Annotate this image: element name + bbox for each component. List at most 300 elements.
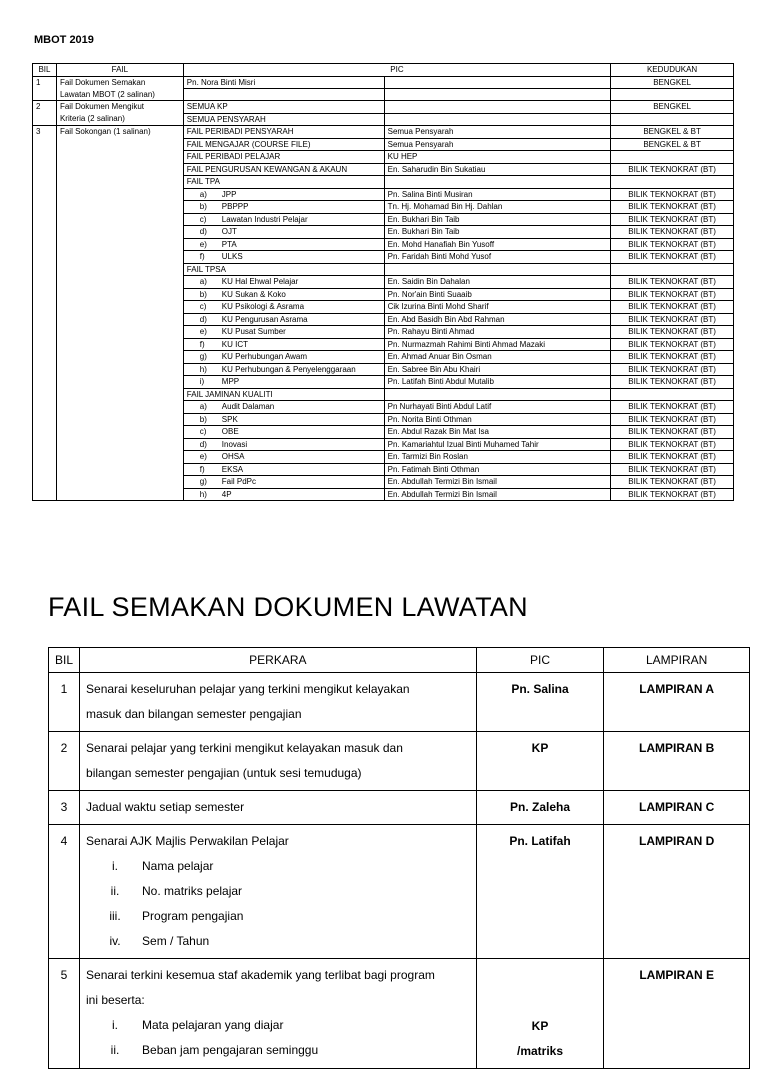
pic-cell: Cik Izurina Binti Mohd Sharif (384, 301, 611, 314)
fail-cell (56, 301, 183, 314)
item-cell (183, 313, 384, 326)
table-row (33, 201, 734, 214)
pic-cell (476, 959, 604, 1069)
item-cell (183, 351, 384, 364)
table-row (33, 188, 734, 201)
fail-cell (56, 488, 183, 501)
list-text: Mata pelajaran yang diajar (142, 1018, 284, 1032)
lampiran-cell: LAMPIRAN C (604, 791, 750, 825)
item-cell (183, 438, 384, 451)
pic-cell: En. Saharudin Bin Sukatiau (384, 163, 611, 176)
perkara-cell (80, 732, 477, 791)
table-row (33, 388, 734, 401)
fail-cell (56, 376, 183, 389)
pic-cell (384, 113, 611, 126)
item-letter: c) (199, 302, 207, 311)
kedudukan-cell: BILIK TEKNOKRAT (BT) (611, 301, 734, 314)
kedudukan-cell: BILIK TEKNOKRAT (BT) (611, 338, 734, 351)
table-row (33, 313, 734, 326)
item-label: KU Hal Ehwal Pelajar (221, 277, 299, 286)
kedudukan-cell: BILIK TEKNOKRAT (BT) (611, 451, 734, 464)
bil-cell (33, 476, 57, 489)
list-numeral: i. (112, 859, 119, 873)
item-label: FAIL JAMINAN KUALITI (186, 389, 273, 399)
fail-cell (56, 388, 183, 401)
bil-cell: 5 (49, 959, 80, 1069)
fail-cell (56, 201, 183, 214)
item-cell (183, 101, 384, 114)
header-perkara: PERKARA (80, 648, 477, 673)
fail-cell: Fail Dokumen Semakan (56, 76, 183, 89)
kedudukan-cell: BILIK TEKNOKRAT (BT) (611, 426, 734, 439)
bil-cell (33, 113, 57, 126)
pic-cell: En. Abdul Razak Bin Mat Isa (384, 426, 611, 439)
perkara-cell (80, 791, 477, 825)
bil-cell (33, 301, 57, 314)
item-label: SEMUA KP (186, 102, 228, 111)
bil-cell: 1 (33, 76, 57, 89)
table-row (33, 326, 734, 339)
table-row (33, 351, 734, 364)
table-row (33, 126, 734, 139)
bil-cell (33, 151, 57, 164)
item-letter: a) (199, 277, 207, 286)
list-numeral: iii. (109, 909, 121, 923)
item-letter: h) (199, 489, 207, 499)
item-cell (183, 163, 384, 176)
item-label: Lawatan Industri Pelajar (221, 214, 308, 224)
table-row (33, 413, 734, 426)
bil-cell (33, 201, 57, 214)
table-row (33, 401, 734, 414)
kedudukan-cell: BENGKEL (611, 76, 734, 89)
kedudukan-cell (611, 151, 734, 164)
bil-cell (33, 488, 57, 501)
item-letter: f) (199, 464, 205, 474)
list-text: Nama pelajar (142, 859, 214, 873)
list-numeral: i. (112, 1018, 119, 1032)
fail-cell (56, 251, 183, 264)
table-row (33, 163, 734, 176)
fail-cell (56, 413, 183, 426)
fail-cell (56, 188, 183, 201)
fail-cell (56, 313, 183, 326)
pic-cell (384, 76, 611, 89)
section-title: FAIL SEMAKAN DOKUMEN LAWATAN (48, 592, 528, 622)
kedudukan-cell: BILIK TEKNOKRAT (BT) (611, 163, 734, 176)
perkara-line: Senarai AJK Majlis Perwakilan Pelajar (86, 834, 289, 848)
item-letter: e) (199, 239, 207, 249)
fail-cell (56, 363, 183, 376)
pic-label: KP (531, 1019, 549, 1033)
fail-cell (56, 438, 183, 451)
fail-cell (56, 326, 183, 339)
pic-cell: En. Tarmizi Bin Roslan (384, 451, 611, 464)
bil-cell (33, 263, 57, 276)
table-row (33, 338, 734, 351)
table-row (33, 176, 734, 189)
item-label: KU Perhubungan Awam (221, 352, 308, 361)
kedudukan-cell: BILIK TEKNOKRAT (BT) (611, 376, 734, 389)
kedudukan-cell (611, 89, 734, 101)
item-label: KU Pengurusan Asrama (221, 314, 308, 324)
item-cell (183, 238, 384, 251)
header-lampiran: LAMPIRAN (604, 648, 750, 673)
fail-cell (56, 151, 183, 164)
pic-cell (384, 263, 611, 276)
kedudukan-cell: BILIK TEKNOKRAT (BT) (611, 313, 734, 326)
kedudukan-cell: BILIK TEKNOKRAT (BT) (611, 476, 734, 489)
item-cell (183, 288, 384, 301)
item-label: Audit Dalaman (221, 402, 275, 411)
table-row (33, 476, 734, 489)
perkara-line: masuk dan bilangan semester pengajian (86, 707, 302, 721)
pic-cell (476, 791, 604, 825)
item-label: Inovasi (221, 439, 248, 449)
bil-cell: 2 (49, 732, 80, 791)
item-letter: a) (199, 189, 207, 199)
fail-cell (56, 138, 183, 151)
list-item (86, 1038, 470, 1063)
table-row (49, 959, 750, 1069)
header-pic: PIC (476, 648, 604, 673)
header-kedudukan: KEDUDUKAN (611, 64, 734, 77)
table-header-row (33, 64, 734, 77)
pic-cell: En. Bukhari Bin Taib (384, 213, 611, 226)
item-cell (183, 426, 384, 439)
perkara-cell (80, 673, 477, 732)
bil-cell: 2 (33, 101, 57, 114)
header-fail: FAIL (56, 64, 183, 77)
kedudukan-cell: BENGKEL & BT (611, 138, 734, 151)
pic-cell (476, 673, 604, 732)
table-row (33, 263, 734, 276)
item-cell (183, 401, 384, 414)
bil-cell (33, 238, 57, 251)
fail-cell: Fail Dokumen Mengikut (56, 101, 183, 114)
bil-cell: 1 (49, 673, 80, 732)
perkara-line: Senarai terkini kesemua staf akademik yang terlibat bagi program (86, 968, 435, 982)
table-row (33, 76, 734, 89)
pic-cell: Pn. Nurmazmah Rahimi Binti Ahmad Mazaki (384, 338, 611, 351)
bil-cell (33, 251, 57, 264)
item-cell (183, 89, 384, 101)
item-cell (183, 251, 384, 264)
pic-label: Pn. Zaleha (509, 800, 571, 814)
fail-cell (56, 226, 183, 239)
perkara-line: Senarai keseluruhan pelajar yang terkini mengikut kelayakan (86, 682, 410, 696)
list-text: Sem / Tahun (142, 934, 210, 948)
pic-cell: Pn. Nor'ain Binti Suaaib (384, 288, 611, 301)
item-cell (183, 226, 384, 239)
item-cell (183, 301, 384, 314)
fail-cell (56, 288, 183, 301)
list-numeral: ii. (110, 1043, 120, 1057)
bil-cell (33, 426, 57, 439)
item-label: OBE (221, 427, 239, 436)
kedudukan-cell: BILIK TEKNOKRAT (BT) (611, 213, 734, 226)
perkara-line: Senarai pelajar yang terkini mengikut kelayakan masuk dan (86, 741, 403, 755)
item-label: EKSA (221, 464, 244, 474)
fail-cell (56, 238, 183, 251)
perkara-line: bilangan semester pengajian (untuk sesi temuduga) (86, 766, 362, 780)
item-label: FAIL TPA (186, 177, 220, 186)
item-cell (183, 413, 384, 426)
fail-cell (56, 176, 183, 189)
document-checklist-table (48, 647, 750, 1069)
kedudukan-cell (611, 388, 734, 401)
item-letter: d) (199, 439, 207, 449)
kedudukan-cell: BILIK TEKNOKRAT (BT) (611, 188, 734, 201)
item-cell (183, 463, 384, 476)
kedudukan-cell: BILIK TEKNOKRAT (BT) (611, 251, 734, 264)
bil-cell (33, 89, 57, 101)
fail-cell: Kriteria (2 salinan) (56, 113, 183, 126)
fail-cell: Fail Sokongan (1 salinan) (56, 126, 183, 139)
table-row (49, 791, 750, 825)
item-cell (183, 213, 384, 226)
fail-cell (56, 263, 183, 276)
bil-cell (33, 326, 57, 339)
fail-cell (56, 451, 183, 464)
kedudukan-cell: BENGKEL & BT (611, 126, 734, 139)
kedudukan-cell (611, 263, 734, 276)
table-header-row (49, 648, 750, 673)
header-pic: PIC (183, 64, 610, 77)
kedudukan-cell: BILIK TEKNOKRAT (BT) (611, 363, 734, 376)
item-letter: e) (199, 452, 207, 461)
item-cell (183, 113, 384, 126)
list-item (86, 929, 470, 954)
bil-cell (33, 176, 57, 189)
item-letter: b) (199, 289, 207, 299)
pic-cell (384, 89, 611, 101)
fail-cell (56, 476, 183, 489)
item-letter: c) (199, 427, 207, 436)
pic-cell: En. Abd Basidh Bin Abd Rahman (384, 313, 611, 326)
table-row (33, 213, 734, 226)
bil-cell (33, 338, 57, 351)
bil-cell (33, 463, 57, 476)
item-letter: f) (199, 339, 205, 349)
pic-label: Pn. Salina (511, 682, 569, 696)
perkara-line: Jadual waktu setiap semester (86, 800, 245, 814)
kedudukan-cell: BILIK TEKNOKRAT (BT) (611, 351, 734, 364)
bil-cell: 4 (49, 825, 80, 959)
pic-cell: Pn. Latifah Binti Abdul Mutalib (384, 376, 611, 389)
pic-cell: En. Abdullah Termizi Bin Ismail (384, 476, 611, 489)
list-text: Program pengajian (142, 909, 244, 923)
item-cell (183, 188, 384, 201)
bil-cell (33, 226, 57, 239)
bil-cell (33, 363, 57, 376)
item-cell (183, 363, 384, 376)
pic-cell (476, 825, 604, 959)
pic-cell: Semua Pensyarah (384, 126, 611, 139)
kedudukan-cell: BILIK TEKNOKRAT (BT) (611, 413, 734, 426)
perkara-cell (80, 959, 477, 1069)
fail-cell (56, 351, 183, 364)
bil-cell (33, 276, 57, 289)
kedudukan-cell: BILIK TEKNOKRAT (BT) (611, 488, 734, 501)
lampiran-cell: LAMPIRAN A (604, 673, 750, 732)
item-label: FAIL MENGAJAR (COURSE FILE) (186, 139, 311, 149)
item-cell (183, 276, 384, 289)
item-letter: a) (199, 402, 207, 411)
perkara-line: ini beserta: (86, 993, 145, 1007)
item-label: PBPPP (221, 202, 249, 211)
fail-cell (56, 338, 183, 351)
bil-cell (33, 413, 57, 426)
fail-cell (56, 463, 183, 476)
pic-cell (476, 732, 604, 791)
list-text: Beban jam pengajaran seminggu (142, 1043, 319, 1057)
bil-cell (33, 163, 57, 176)
pic-cell: Pn. Norita Binti Othman (384, 413, 611, 426)
item-cell (183, 476, 384, 489)
item-label: 4P (221, 489, 232, 499)
lampiran-cell: LAMPIRAN D (604, 825, 750, 959)
pic-cell (384, 101, 611, 114)
list-numeral: ii. (110, 884, 120, 898)
file-location-body (33, 76, 734, 501)
list-item (86, 904, 470, 929)
list-item (86, 854, 470, 879)
bil-cell (33, 138, 57, 151)
pic-cell: En. Sabree Bin Abu Khairi (384, 363, 611, 376)
pic-cell: En. Abdullah Termizi Bin Ismail (384, 488, 611, 501)
bil-cell (33, 376, 57, 389)
bil-cell (33, 288, 57, 301)
item-cell (183, 326, 384, 339)
pic-cell: Pn. Kamariahtul Izual Binti Muhamed Tahir (384, 438, 611, 451)
table-row (33, 89, 734, 101)
kedudukan-cell (611, 176, 734, 189)
item-letter: f) (199, 252, 205, 261)
pic-cell: Semua Pensyarah (384, 138, 611, 151)
item-label: FAIL TPSA (186, 264, 226, 274)
pic-label-line2: /matriks (516, 1044, 564, 1058)
table-row (33, 426, 734, 439)
file-location-table (32, 63, 734, 501)
kedudukan-cell: BILIK TEKNOKRAT (BT) (611, 288, 734, 301)
table-row (33, 138, 734, 151)
list-item (86, 879, 470, 904)
item-label: MPP (221, 377, 240, 386)
pic-cell: Pn Nurhayati Binti Abdul Latif (384, 401, 611, 414)
pic-cell: Pn. Salina Binti Musiran (384, 188, 611, 201)
item-label: JPP (221, 189, 237, 199)
bil-cell (33, 388, 57, 401)
list-text: No. matriks pelajar (142, 884, 243, 898)
item-letter: b) (199, 414, 207, 424)
kedudukan-cell: BILIK TEKNOKRAT (BT) (611, 463, 734, 476)
pic-label: KP (531, 741, 549, 755)
item-cell (183, 201, 384, 214)
item-letter: d) (199, 227, 207, 236)
bil-cell (33, 438, 57, 451)
item-cell (183, 488, 384, 501)
table-row (33, 376, 734, 389)
kedudukan-cell: BILIK TEKNOKRAT (BT) (611, 438, 734, 451)
item-cell (183, 76, 384, 89)
item-label: KU Pusat Sumber (221, 327, 286, 336)
table-row (33, 301, 734, 314)
pic-label: Pn. Latifah (509, 834, 571, 848)
item-label: FAIL PENGURUSAN KEWANGAN & AKAUN (186, 164, 348, 174)
table-row (33, 226, 734, 239)
bil-cell: 3 (49, 791, 80, 825)
table-row (33, 276, 734, 289)
table-row (33, 463, 734, 476)
item-letter: c) (199, 214, 207, 224)
item-cell (183, 338, 384, 351)
item-label: KU ICT (221, 339, 249, 349)
document-title: MBOT 2019 (34, 34, 94, 46)
table-row (33, 101, 734, 114)
pic-cell: En. Mohd Hanafiah Bin Yusoff (384, 238, 611, 251)
pic-cell: Tn. Hj. Mohamad Bin Hj. Dahlan (384, 201, 611, 214)
item-label: ULKS (221, 252, 243, 261)
kedudukan-cell: BILIK TEKNOKRAT (BT) (611, 201, 734, 214)
item-label: FAIL PERIBADI PENSYARAH (186, 127, 294, 136)
kedudukan-cell: BILIK TEKNOKRAT (BT) (611, 326, 734, 339)
table-row (33, 438, 734, 451)
table-row (33, 151, 734, 164)
fail-cell (56, 401, 183, 414)
header-bil: BIL (49, 648, 80, 673)
document-checklist-body (49, 673, 750, 1069)
item-label: OHSA (221, 452, 245, 461)
item-cell (183, 263, 384, 276)
item-label: SPK (221, 414, 238, 424)
bil-cell (33, 451, 57, 464)
fail-cell: Lawatan MBOT (2 salinan) (56, 89, 183, 101)
bil-cell (33, 188, 57, 201)
kedudukan-cell: BILIK TEKNOKRAT (BT) (611, 276, 734, 289)
bil-cell: 3 (33, 126, 57, 139)
item-label: SEMUA PENSYARAH (186, 114, 266, 124)
pic-cell: En. Bukhari Bin Taib (384, 226, 611, 239)
pic-cell: Pn. Fatimah Binti Othman (384, 463, 611, 476)
list-item (86, 1013, 470, 1038)
item-label: OJT (221, 227, 237, 236)
item-letter: g) (199, 352, 207, 361)
item-letter: d) (199, 314, 207, 324)
item-cell (183, 451, 384, 464)
table-row (33, 488, 734, 501)
table-row (33, 251, 734, 264)
pic-cell: Pn. Faridah Binti Mohd Yusof (384, 251, 611, 264)
bil-cell (33, 401, 57, 414)
table-row (49, 673, 750, 732)
item-letter: h) (199, 364, 207, 374)
item-label: PTA (221, 239, 237, 249)
item-label: KU Sukan & Koko (221, 289, 286, 299)
pic-cell: En. Saidin Bin Dahalan (384, 276, 611, 289)
list-numeral: iv. (109, 934, 121, 948)
table-row (33, 238, 734, 251)
item-cell (183, 388, 384, 401)
item-cell (183, 151, 384, 164)
bil-cell (33, 313, 57, 326)
header-bil: BIL (33, 64, 57, 77)
item-cell (183, 176, 384, 189)
kedudukan-cell: BILIK TEKNOKRAT (BT) (611, 238, 734, 251)
fail-cell (56, 426, 183, 439)
item-label: Pn. Nora Binti Misri (186, 77, 256, 87)
item-letter: i) (199, 377, 205, 386)
